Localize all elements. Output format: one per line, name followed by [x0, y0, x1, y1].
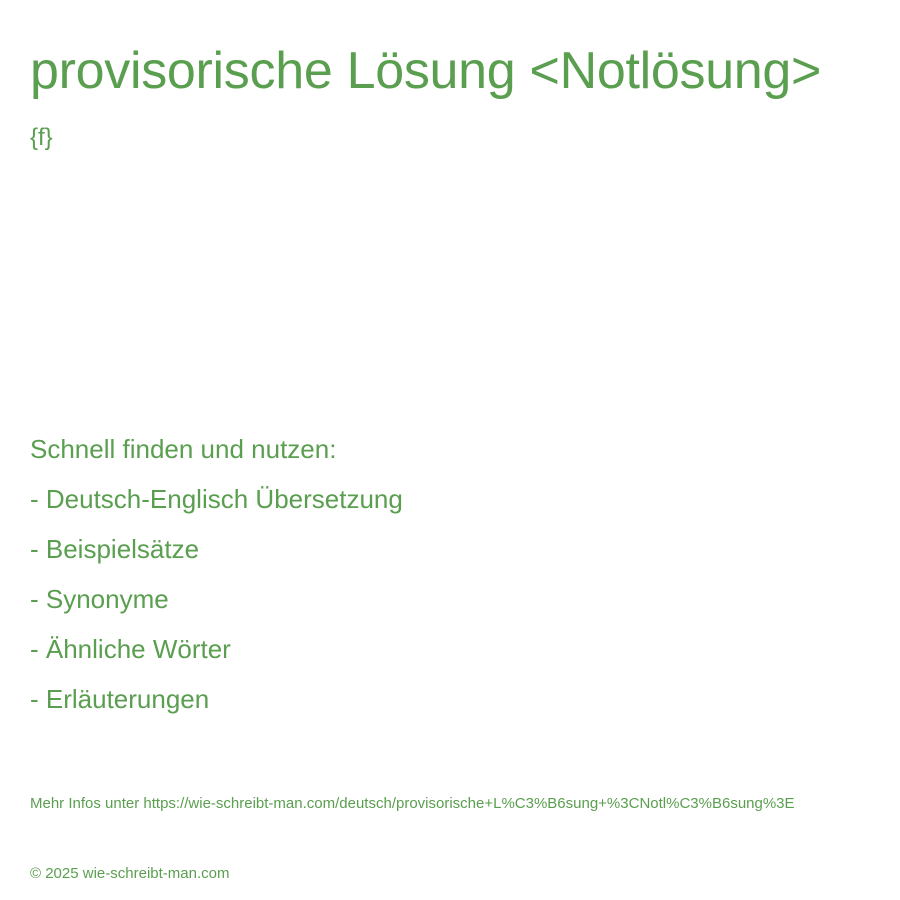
feature-item-explanations: - Erläuterungen — [30, 684, 210, 714]
feature-item-example-sentences: - Beispielsätze — [30, 534, 200, 564]
more-info-link[interactable]: Mehr Infos unter https://wie-schreibt-man.com/deutsch/provisorische+L%C3%B6sung+%3CNotl%C3%B6sung%3E — [30, 795, 795, 812]
feature-list — [30, 424, 403, 724]
feature-list-heading: Schnell finden und nutzen: — [30, 434, 337, 464]
feature-item-similar-words: - Ähnliche Wörter — [30, 634, 231, 664]
page-title: provisorische Lösung <Notlösung> — [30, 42, 822, 100]
feature-item-translation: - Deutsch-Englisch Übersetzung — [30, 484, 403, 514]
gender-label: {f} — [30, 124, 53, 151]
feature-item-synonyms: - Synonyme — [30, 584, 169, 614]
copyright-notice: © 2025 wie-schreibt-man.com — [30, 865, 230, 882]
